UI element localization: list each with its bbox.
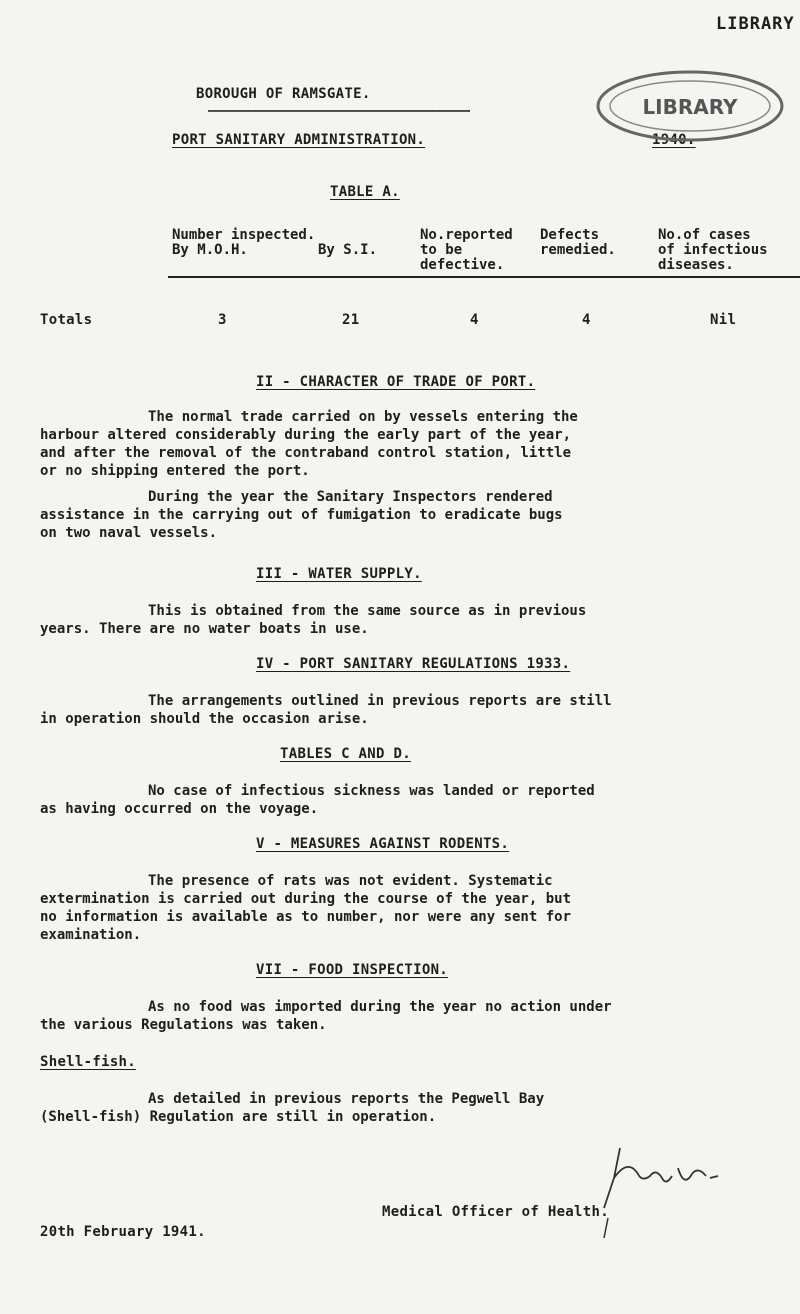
- header-remedied-line1: Defects: [540, 227, 600, 243]
- table-a-title: TABLE A.: [330, 184, 400, 200]
- borough-rule: [208, 110, 470, 112]
- header-si-line: By S.I.: [318, 242, 378, 258]
- header-reported-line1: No.reported: [420, 227, 513, 243]
- totals-reported: 4: [470, 312, 479, 328]
- header-moh-line1: Number inspected.: [172, 227, 316, 243]
- totals-label: Totals: [40, 312, 93, 328]
- section-2-paragraph-2: During the year the Sanitary Inspectors rendered assistance in the carrying out of fumigation to eradicate bugs on two naval vessels.: [40, 489, 563, 541]
- section-5-paragraph: The presence of rats was not evident. Systematic extermination is carried out during the course of the year, but no information is available as to number, nor were any sent for examination.: [40, 873, 572, 943]
- totals-si: 21: [342, 312, 360, 328]
- section-7-paragraph: As no food was imported during the year no action under the various Regulations was taken.: [40, 999, 612, 1033]
- section-4-paragraph: The arrangements outlined in previous reports are still in operation should the occasion arise.: [40, 693, 612, 727]
- header-remedied: [540, 228, 616, 258]
- signature-icon: [580, 1138, 760, 1238]
- table-header-rule: [168, 276, 800, 278]
- borough-heading: BOROUGH OF RAMSGATE.: [196, 86, 371, 102]
- section-3-paragraph: This is obtained from the same source as in previous years. There are no water boats in use.: [40, 603, 587, 637]
- totals-remedied: 4: [582, 312, 591, 328]
- port-admin-heading: PORT SANITARY ADMINISTRATION.: [172, 132, 426, 148]
- header-infectious-line1: No.of cases: [658, 227, 751, 243]
- header-infectious: [658, 228, 768, 273]
- shellfish-heading: Shell-fish.: [40, 1054, 137, 1070]
- tables-c-d-heading: TABLES C AND D.: [280, 746, 411, 762]
- header-infectious-line2: of infectious: [658, 242, 768, 258]
- officer-title: Medical Officer of Health.: [382, 1204, 609, 1220]
- totals-moh: 3: [218, 312, 227, 328]
- library-stamp-icon: [592, 64, 788, 144]
- section-3-heading: III - WATER SUPPLY.: [256, 566, 422, 582]
- tables-c-d-paragraph: No case of infectious sickness was landed or reported as having occurred on the voyage.: [40, 783, 595, 817]
- header-reported-line2: to be: [420, 242, 463, 258]
- header-moh: [172, 228, 315, 258]
- report-date: 20th February 1941.: [40, 1224, 206, 1240]
- section-2-heading: II - CHARACTER OF TRADE OF PORT.: [256, 374, 536, 390]
- library-label: LIBRARY: [716, 14, 795, 34]
- header-moh-line2: By M.O.H.: [172, 242, 248, 258]
- header-remedied-line2: remedied.: [540, 242, 616, 258]
- shellfish-paragraph: As detailed in previous reports the Pegwell Bay (Shell-fish) Regulation are still in operation.: [40, 1091, 545, 1125]
- section-7-heading: VII - FOOD INSPECTION.: [256, 962, 449, 978]
- header-infectious-line3: diseases.: [658, 257, 734, 273]
- stamp-text: LIBRARY: [642, 95, 738, 119]
- section-2-paragraph-1: The normal trade carried on by vessels entering the harbour altered considerably during the early part of the year, and after the removal of the contraband control station, little or no shipping entered the port.: [40, 409, 578, 479]
- report-year: 1940.: [652, 132, 696, 148]
- header-reported: [318, 228, 513, 273]
- section-5-heading: V - MEASURES AGAINST RODENTS.: [256, 836, 510, 852]
- totals-infectious: Nil: [710, 312, 737, 328]
- section-4-heading: IV - PORT SANITARY REGULATIONS 1933.: [256, 656, 571, 672]
- header-reported-line3: defective.: [420, 257, 505, 273]
